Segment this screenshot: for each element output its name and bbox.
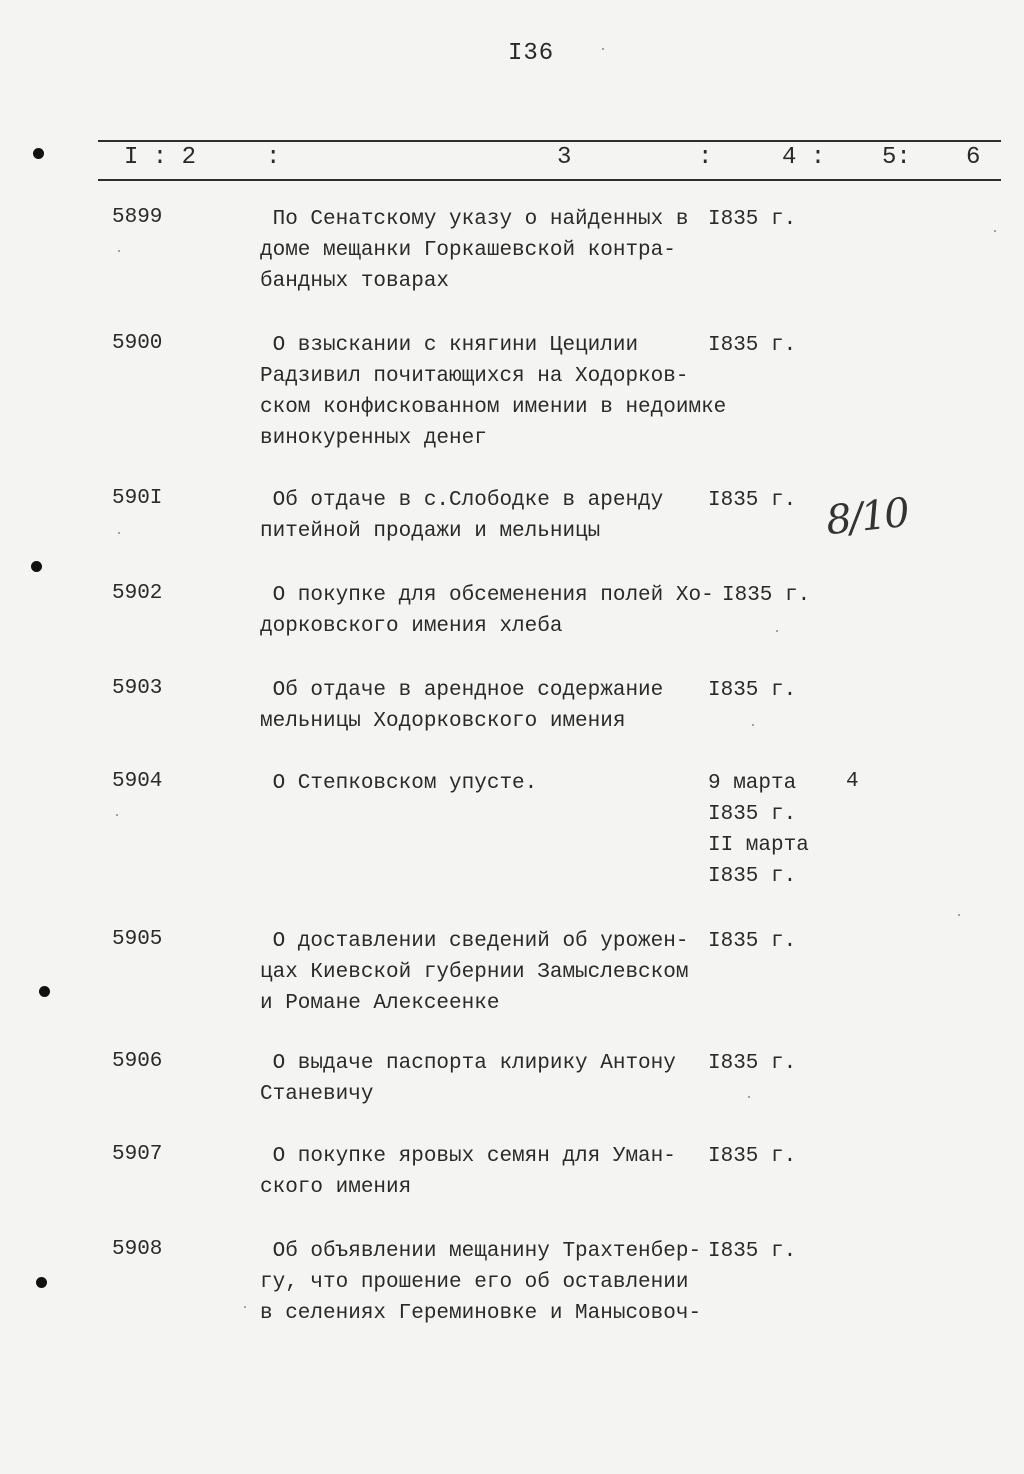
entry-date: I835 г. bbox=[708, 679, 797, 702]
entry-number: 5908 bbox=[112, 1238, 163, 1261]
punch-hole bbox=[39, 986, 50, 997]
entry-description: Об отдаче в с.Слободке в аренду питейной продажи и мельницы bbox=[260, 489, 664, 543]
paper-speck bbox=[748, 1096, 750, 1098]
entry-date: I835 г. bbox=[708, 1052, 797, 1075]
entry-description: О Степковском упусте. bbox=[260, 772, 538, 795]
entry-description: По Сенатскому указу о найденных в доме мещанки Горкашевской контра- бандных товарах bbox=[260, 208, 689, 293]
header-col5: 5: bbox=[882, 144, 911, 171]
paper-speck bbox=[958, 914, 960, 916]
paper-speck bbox=[994, 230, 996, 232]
entry-number: 5904 bbox=[112, 770, 163, 793]
entry-date: I835 г. bbox=[708, 930, 797, 953]
entry-date: I835 г. bbox=[708, 334, 797, 357]
paper-speck bbox=[116, 814, 118, 816]
table-rule-bottom bbox=[98, 179, 1001, 181]
header-col3: 3 bbox=[557, 144, 572, 171]
punch-hole bbox=[36, 1277, 47, 1288]
entry-description: Об объявлении мещанину Трахтенбер- гу, что прошение его об оставлении в селениях Гереминовке и Манысовоч- bbox=[260, 1240, 702, 1325]
paper-speck bbox=[602, 48, 604, 50]
entry-number: 5906 bbox=[112, 1050, 163, 1073]
entry-number: 5905 bbox=[112, 928, 163, 951]
paper-speck bbox=[752, 724, 754, 726]
page-number: I36 bbox=[508, 40, 555, 67]
entry-number: 5903 bbox=[112, 677, 163, 700]
paper-speck bbox=[244, 1306, 246, 1308]
entry-description: О покупке для обсеменения полей Хо- дорковского имения хлеба bbox=[260, 584, 714, 638]
entry-date: 9 марта I835 г. II марта I835 г. bbox=[708, 772, 809, 888]
handwritten-folio-mark: 8/10 bbox=[823, 489, 911, 545]
paper-speck bbox=[118, 532, 120, 534]
entry-description: Об отдаче в арендное содержание мельницы Ходорковского имения bbox=[260, 679, 664, 733]
entry-number: 5907 bbox=[112, 1143, 163, 1166]
entry-description: О выдаче паспорта клирику Антону Станевичу bbox=[260, 1052, 676, 1106]
header-col4: 4 : bbox=[782, 144, 826, 171]
entry-description: О доставлении сведений об урожен- цах Киевской губернии Замыслевском и Романе Алексеенке bbox=[260, 930, 689, 1015]
entry-number: 590I bbox=[112, 487, 163, 510]
entry-description: О взыскании с княгини Цецилии Радзивил почитающихся на Ходорков- ском конфискованном имении в недоимке винокуренных денег bbox=[260, 334, 727, 450]
header-col6: 6 bbox=[966, 144, 981, 171]
entry-date: I835 г. bbox=[708, 208, 797, 231]
punch-hole bbox=[33, 148, 44, 159]
entry-date: I835 г. bbox=[708, 1240, 797, 1263]
header-col3-separator: : bbox=[698, 144, 713, 171]
entry-number: 5900 bbox=[112, 332, 163, 355]
entry-number: 5899 bbox=[112, 206, 163, 229]
entry-date: I835 г. bbox=[722, 584, 811, 607]
entry-sheets: 4 bbox=[846, 770, 859, 793]
entry-number: 5902 bbox=[112, 582, 163, 605]
header-col2-separator: : bbox=[266, 144, 281, 171]
punch-hole bbox=[31, 561, 42, 572]
entry-date: I835 г. bbox=[708, 1145, 797, 1168]
header-col1: I : 2 bbox=[124, 144, 197, 171]
entry-date: I835 г. bbox=[708, 489, 797, 512]
table-rule-top bbox=[98, 140, 1001, 142]
paper-speck bbox=[776, 630, 778, 632]
entry-description: О покупке яровых семян для Уман- ского имения bbox=[260, 1145, 676, 1199]
paper-speck bbox=[118, 250, 120, 252]
